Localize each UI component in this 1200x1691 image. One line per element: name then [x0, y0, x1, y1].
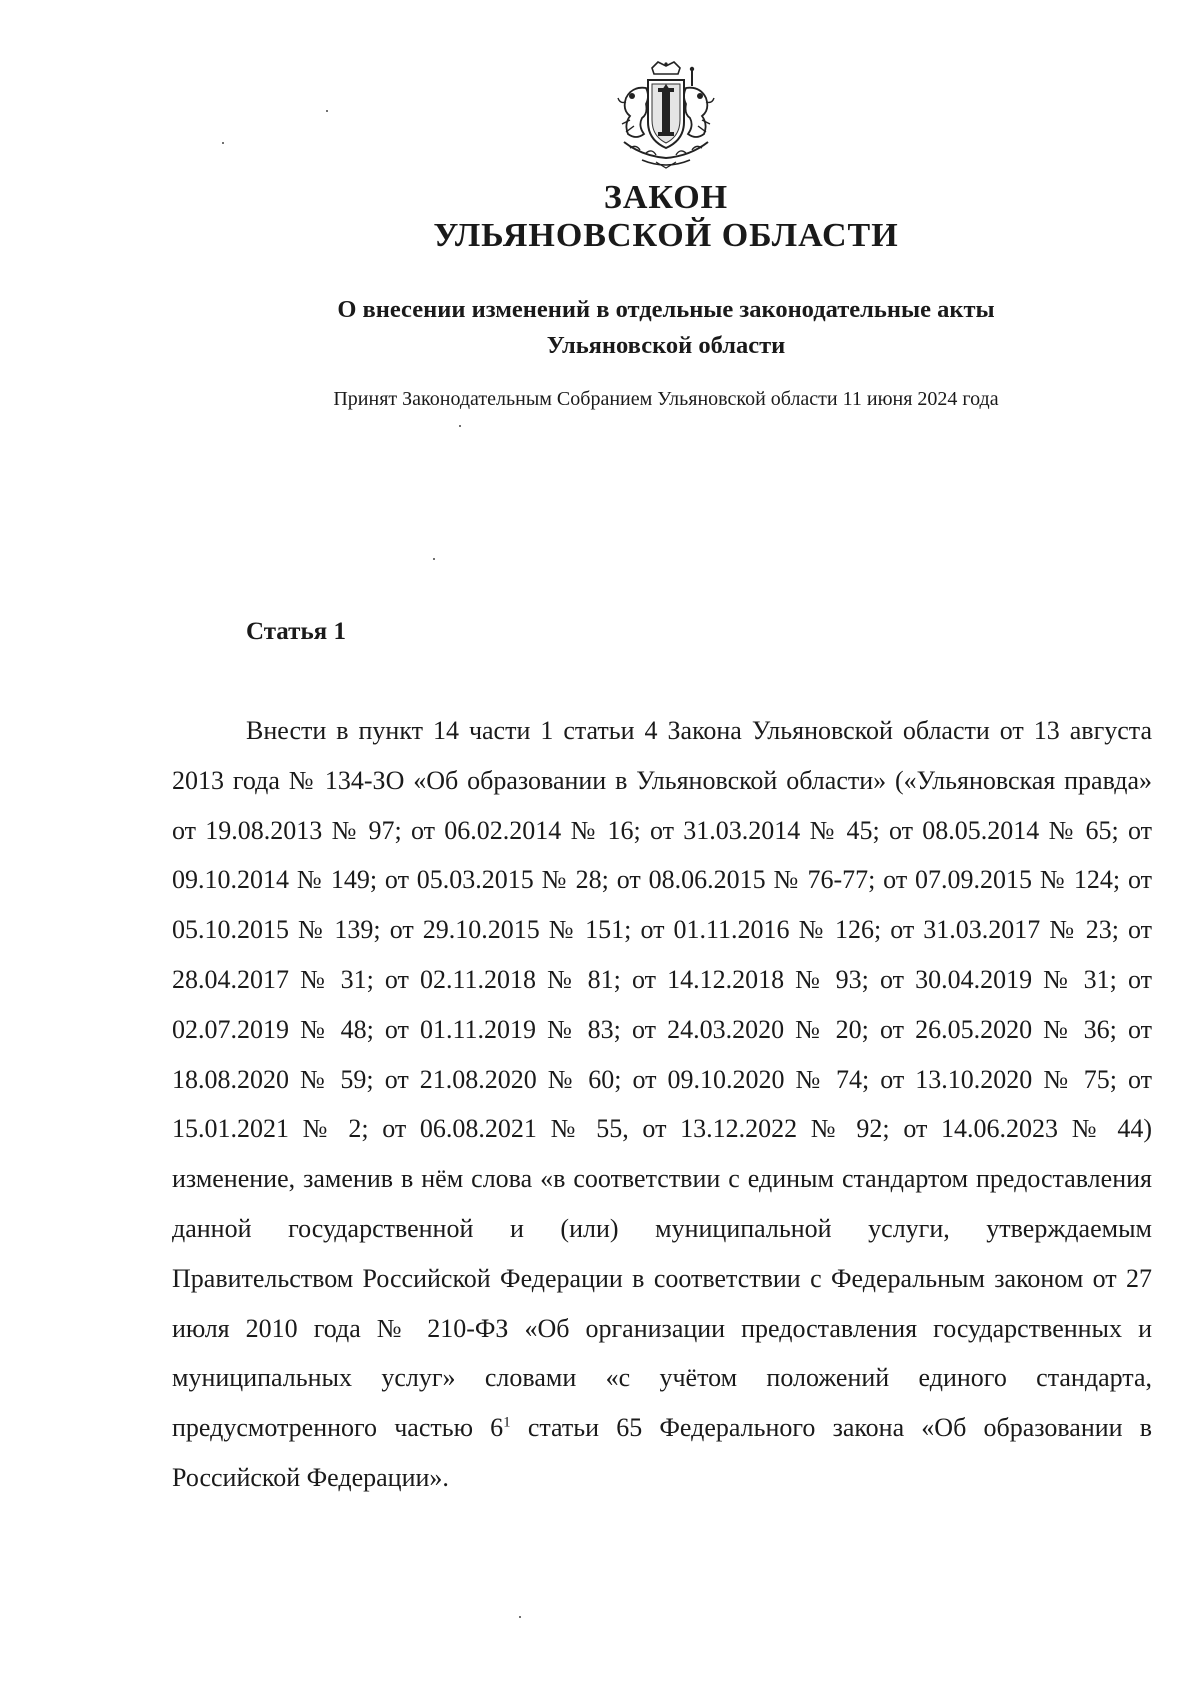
scan-speck [222, 142, 224, 144]
scan-speck [433, 558, 435, 560]
law-title-line1: ЗАКОН [603, 179, 729, 216]
article-body [172, 706, 1152, 1503]
coat-of-arms-emblem [612, 60, 720, 172]
article-body-part2: статьи 65 Федерального закона «Об образовании в Российской Федерации». [172, 1413, 1152, 1492]
law-subject-line2: Ульяновской области [546, 332, 786, 359]
law-subject [0, 292, 1200, 364]
scan-speck [326, 110, 328, 112]
adoption-statement: Принят Законодательным Собранием Ульяновской области 11 июня 2024 года [333, 388, 999, 410]
coat-of-arms-icon [612, 60, 720, 172]
law-title-line2: УЛЬЯНОВСКОЙ ОБЛАСТИ [433, 217, 899, 254]
article-body-part1: Внести в пункт 14 части 1 статьи 4 Закона Ульяновской области от 13 августа 2013 года № 134-ЗО «Об образовании в Ульяновской области» («Ульяновская правда» от 19.08.2013 № 97; от 06.02.2014 № 16; от 31.03.2014 № 45; от 08.05.2014 № 65; от 09.10.2014 № 149; от 05.03.2015 № 28; от 08.06.2015 № 76-77; от 07.09.2015 № 124; от 05.10.2015 № 139; от 29.10.2015 № 151; от 01.11.2016 № 126; от 31.03.2017 № 23; от 28.04.2017 № 31; от 02.11.2018 № 81; от 14.12.2018 № 93; от 30.04.2019 № 31; от 02.07.2019 № 48; от 01.11.2019 № 83; от 24.03.2020 № 20; от 26.05.2020 № 36; от 18.08.2020 № 59; от 21.08.2020 № 60; от 09.10.2020 № 74; от 13.10.2020 № 75; от 15.01.2021 № 2; от 06.08.2021 № 55, от 13.12.2022 № 92; от 14.06.2023 № 44) изменение, заменив в нём слова «в соответствии с единым стандартом предоставления данной государственной и (или) муниципальной услуги, утверждаемым Правительством Российской Федерации в соответствии с Федеральным законом от 27 июля 2010 года № 210-ФЗ «Об организации предоставления государственных и муниципальных услуг» словами «с учётом положений единого стандарта, предусмотренного частью 6 [172, 716, 1152, 1443]
article-heading: Статья 1 [246, 618, 346, 645]
scan-speck [459, 425, 461, 427]
law-subject-line1: О внесении изменений в отдельные законодательные акты [337, 296, 995, 323]
scan-speck [519, 1616, 521, 1618]
article-body-superscript: 1 [503, 1414, 511, 1431]
